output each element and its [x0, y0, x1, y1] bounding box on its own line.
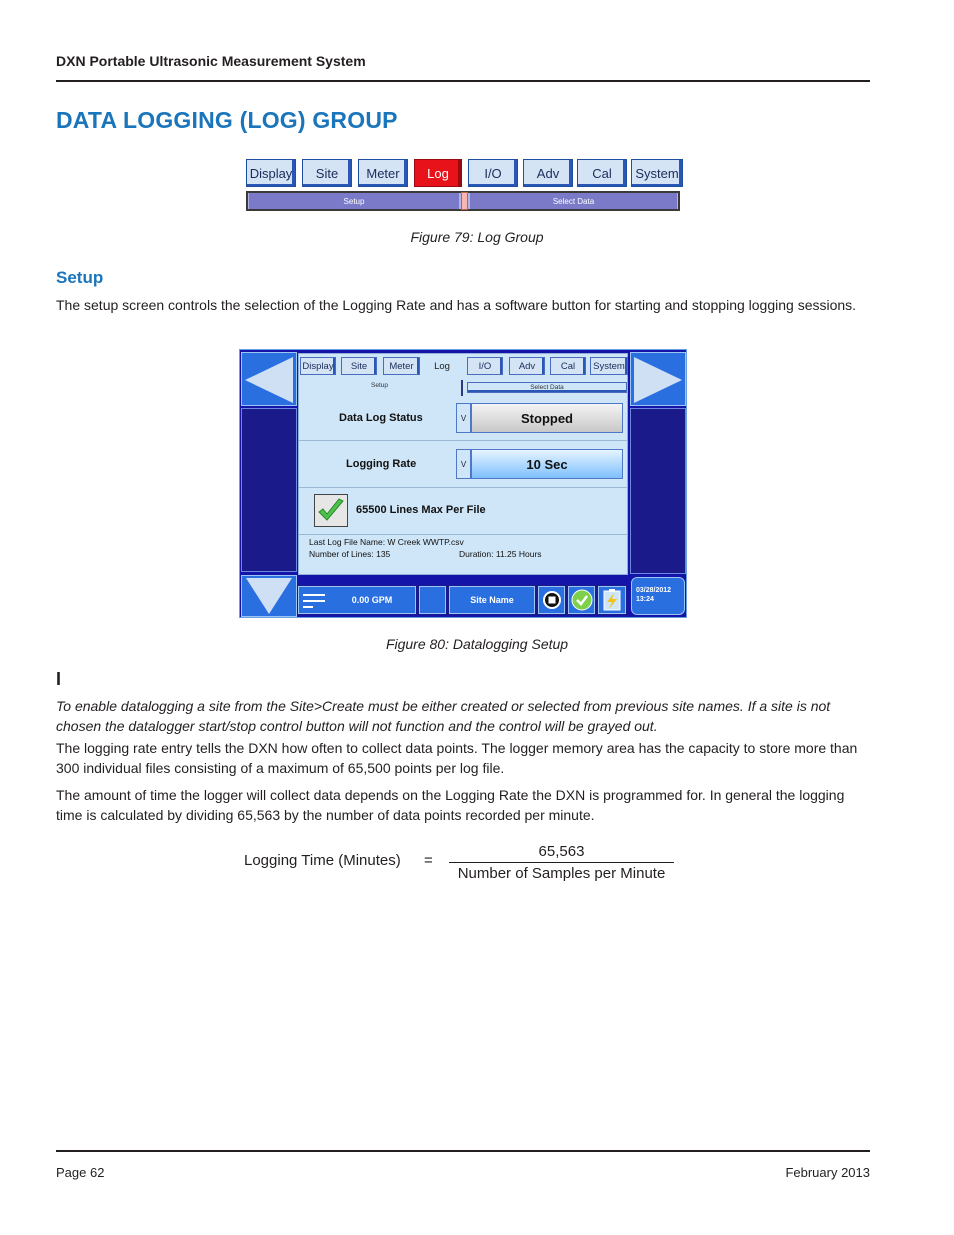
left-side-panel	[241, 408, 297, 572]
tab-meter[interactable]: Meter	[358, 159, 408, 187]
formula-fraction-line	[449, 862, 674, 863]
tab-adv[interactable]: Adv	[523, 159, 573, 187]
date-text: 03/28/2012	[636, 587, 672, 594]
stop-logging-button[interactable]	[538, 586, 565, 614]
checkmark-icon	[315, 495, 347, 526]
log-duration: Duration: 11.25 Hours	[459, 549, 542, 559]
screen-subtab-select-data[interactable]: Select Data	[467, 382, 627, 393]
tab-io[interactable]: I/O	[468, 159, 518, 187]
logging-rate-dropdown[interactable]: V	[456, 449, 471, 479]
flow-value: 0.00 GPM	[351, 595, 393, 605]
tab-cal[interactable]: Cal	[577, 159, 627, 187]
formula-numerator: 65,563	[538, 843, 585, 860]
right-arrow-icon	[634, 357, 682, 403]
site-name-button[interactable]: Site Name	[449, 586, 535, 614]
figure-79-caption: Figure 79: Log Group	[410, 229, 544, 245]
screen-tab-meter[interactable]: Meter	[383, 357, 420, 375]
tab-log[interactable]: Log	[414, 159, 462, 187]
lines-max-checkbox[interactable]	[314, 494, 348, 527]
row-divider	[299, 487, 627, 488]
logging-rate-label: Logging Rate	[346, 458, 417, 470]
date-time-display	[631, 577, 685, 615]
number-of-lines: Number of Lines: 135	[309, 549, 391, 559]
screen-tab-adv[interactable]: Adv	[509, 357, 545, 375]
figure-80-caption: Figure 80: Datalogging Setup	[385, 636, 569, 652]
screen-tab-log[interactable]: Log	[425, 357, 459, 375]
status-bar	[298, 585, 628, 615]
check-circle-icon	[571, 589, 593, 611]
data-log-status-button[interactable]: Stopped	[471, 403, 623, 433]
tab-system[interactable]: System	[631, 159, 683, 187]
section-title: DATA LOGGING (LOG) GROUP	[56, 107, 398, 133]
menu-lines-icon	[303, 593, 325, 609]
data-log-status-dropdown[interactable]: V	[456, 403, 471, 433]
time-text: 13:24	[636, 596, 654, 603]
setup-panel	[298, 353, 628, 575]
logging-rate-paragraph: The logging rate entry tells the DXN how often to collect data points. The logger memory area has the capacity to store more than 300 individual files consisting of a maximum of 65,500 points per log file.	[56, 740, 858, 776]
flow-display[interactable]	[298, 586, 416, 614]
lines-max-label: 65500 Lines Max Per File	[356, 504, 486, 516]
last-log-file-name: Last Log File Name: W Creek WWTP.csv	[309, 537, 464, 547]
prev-button[interactable]	[241, 352, 297, 406]
logging-time-formula	[0, 843, 954, 888]
right-side-panel	[630, 408, 686, 574]
battery-lightning-icon	[601, 588, 623, 612]
footer-rule	[56, 1150, 870, 1152]
formula-left: Logging Time (Minutes)	[244, 852, 401, 869]
subtab-setup[interactable]: Setup	[249, 193, 459, 209]
down-arrow-icon	[246, 578, 292, 614]
left-arrow-icon	[245, 357, 293, 403]
datalogging-setup-screen	[239, 349, 687, 618]
scroll-down-button[interactable]	[241, 575, 297, 617]
log-group-tabbar	[246, 159, 684, 213]
subtab-select-data[interactable]: Select Data	[470, 193, 677, 209]
footer-date: February 2013	[785, 1165, 870, 1180]
screen-subtab-setup[interactable]: Setup	[371, 382, 388, 389]
row-divider	[299, 534, 627, 535]
power-status-button[interactable]	[598, 586, 626, 614]
tab-site[interactable]: Site	[302, 159, 352, 187]
formula-denominator: Number of Samples per Minute	[457, 865, 666, 882]
note-paragraph: To enable datalogging a site from the Site>Create must be either created or selected from previous site names. If a site is not chosen the datalogger start/stop control button will not function and the control will be grayed out.	[56, 698, 831, 734]
status-ok-button[interactable]	[568, 586, 595, 614]
logging-time-paragraph: The amount of time the logger will collect data depends on the Logging Rate the DXN is programmed for. In general the logging time is calculated by dividing 65,563 by the number of data points recorded per minute.	[56, 787, 845, 823]
setup-paragraph: The setup screen controls the selection of the Logging Rate and has a software button for starting and stopping logging sessions.	[56, 297, 857, 313]
header-rule	[56, 80, 870, 82]
screen-tab-io[interactable]: I/O	[467, 357, 503, 375]
screen-subtab-divider	[461, 380, 463, 396]
screen-tab-system[interactable]: System	[590, 357, 628, 375]
tab-display[interactable]: Display	[246, 159, 296, 187]
screen-tab-site[interactable]: Site	[341, 357, 377, 375]
document-header-title: DXN Portable Ultrasonic Measurement System	[56, 53, 366, 69]
row-divider	[299, 440, 627, 441]
stop-icon	[542, 590, 562, 610]
screen-tab-cal[interactable]: Cal	[550, 357, 586, 375]
note-heading: I	[56, 669, 62, 689]
setup-subtitle: Setup	[56, 268, 104, 287]
formula-equals: =	[424, 852, 433, 869]
next-button[interactable]	[630, 352, 686, 406]
screen-tab-display[interactable]: Display	[300, 357, 336, 375]
blank-status-box	[419, 586, 446, 614]
subtab-divider	[461, 192, 468, 210]
logging-rate-button[interactable]: 10 Sec	[471, 449, 623, 479]
page-number: Page 62	[56, 1165, 105, 1180]
data-log-status-label: Data Log Status	[339, 412, 423, 424]
